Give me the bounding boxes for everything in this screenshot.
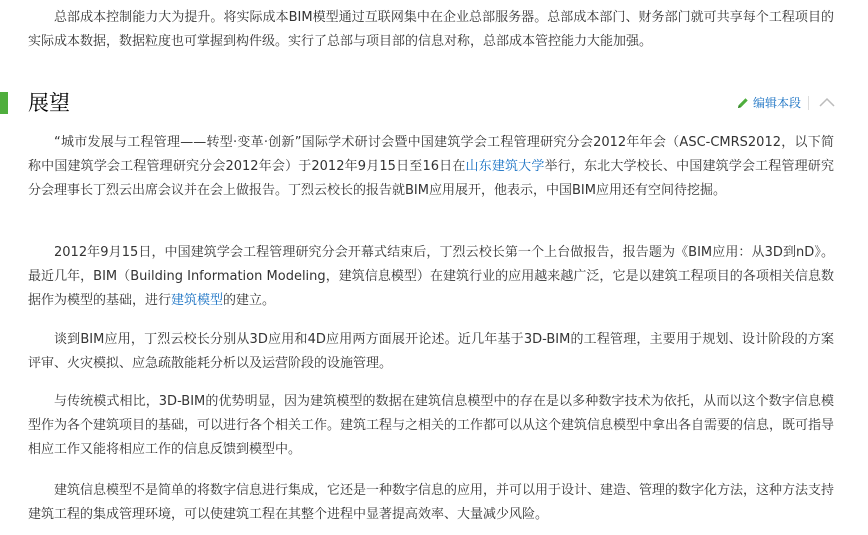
paragraph-2 (28, 241, 834, 313)
chevron-up-icon (816, 92, 838, 114)
pencil-icon (736, 96, 750, 110)
edit-section-button[interactable] (736, 94, 801, 112)
paragraph-text: “城市发展与工程管理——转型·变革·创新”国际学术研讨会暨中国建筑学会工程管理研究分会2012年年会（ASC-CMRS2012，以下简称中国建筑学会工程管理研究分会2012年会）于2012年9月15日至16日在 (28, 135, 834, 174)
paragraph-1 (28, 131, 834, 203)
edit-section-label: 编辑本段 (753, 96, 802, 110)
paragraph-text: 2012年9月15日，中国建筑学会工程管理研究分会开幕式结束后，丁烈云校长第一个上台做报告，报告题为《BIM应用：从3D到nD》。最近几年，BIM（Building Information Modeling，建筑信息模型）在建筑行业的应用越来越广泛，它是以建筑工程项目的各项相关信息数据作为模型的基础，进行 (28, 245, 834, 308)
section-header (0, 86, 868, 120)
intro-paragraph: 总部成本控制能力大为提升。将实际成本BIM模型通过互联网集中在企业总部服务器。总部成本部门、财务部门就可共享每个工程项目的实际成本数据，数据粒度也可掌握到构件级。实行了总部与项目部的信息对称，总部成本管控能力大能加强。 (28, 10, 834, 49)
collapse-section-button[interactable] (816, 92, 838, 114)
paragraph-text: 的建立。 (223, 293, 276, 308)
paragraph-4: 与传统模式相比，3D-BIM的优势明显，因为建筑模型的数据在建筑信息模型中的存在是以多种数字技术为依托，从而以这个数字信息模型作为各个建筑项目的基础，可以进行各个相关工作。建筑工程与之相关的工作都可以从这个建筑信息模型中拿出各自需要的信息，既可指导相应工作又能将相应工作的信息反馈到模型中。 (28, 394, 835, 457)
section-accent-bar (0, 92, 8, 114)
link-building-model[interactable]: 建筑模型 (171, 293, 224, 308)
link-shandong-jianzhu-university[interactable]: 山东建筑大学 (465, 159, 545, 174)
header-divider (808, 96, 809, 110)
section-title: 展望 (28, 91, 70, 115)
paragraph-3: 谈到BIM应用，丁烈云校长分别从3D应用和4D应用两方面展开论述。近几年基于3D-BIM的工程管理，主要用于规划、设计阶段的方案评审、火灾模拟、应急疏散能耗分析以及运营阶段的设施管理。 (28, 332, 834, 371)
paragraph-5: 建筑信息模型不是简单的将数字信息进行集成，它还是一种数字信息的应用，并可以用于设计、建造、管理的数字化方法，这种方法支持建筑工程的集成管理环境，可以使建筑工程在其整个进程中显著提高效率、大量减少风险。 (28, 483, 835, 522)
paragraph-text: 举行，东北大学校长、中国建筑学会工程管理研究分会理事长丁烈云出席会议并在会上做报告。丁烈云校长的报告就BIM应用展开，他表示，中国BIM应用还有空间待挖掘。 (28, 159, 834, 198)
